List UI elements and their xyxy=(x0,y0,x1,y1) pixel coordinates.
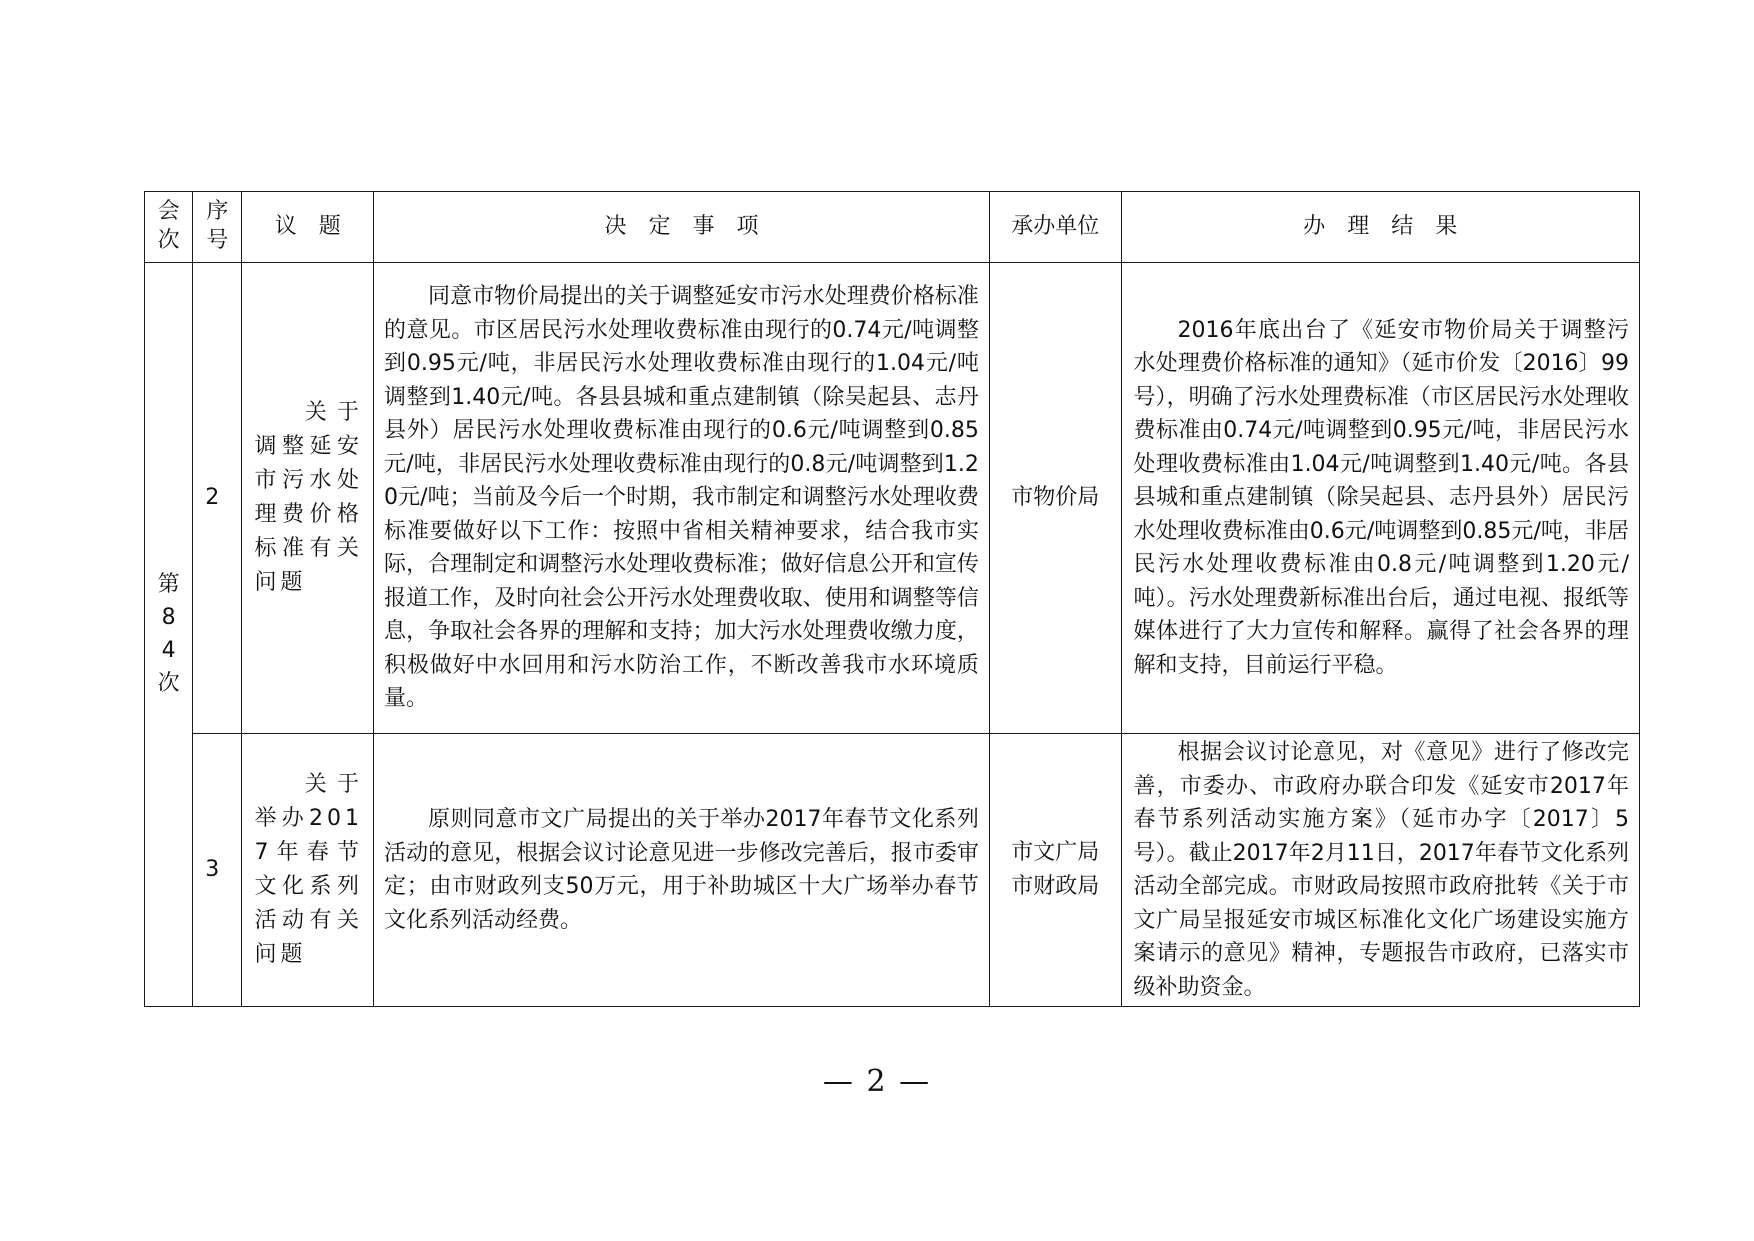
unit-name: 市物价局 xyxy=(1011,485,1100,510)
unit-name: 市文广局 xyxy=(1011,840,1100,865)
unit-cell xyxy=(989,263,1121,734)
header-topic-label: 议 题 xyxy=(274,214,341,240)
seq-cell xyxy=(193,263,242,734)
decision-text: 同意市物价局提出的关于调整延安市污水处理费价格标准的意见。市区居民污水处理收费标准由现行的0.74元/吨调整到0.95元/吨，非居民污水处理收费标准由现行的1.04元/吨调整到1.40元/吨。各县县城和重点建制镇（除吴起县、志丹县外）居民污水处理收费标准由现行的0.6元/吨调整到0.85元/吨，非居民污水处理收费标准由现行的0.8元/吨调整到1.20元/吨；当前及今后一个时期，我市制定和调整污水处理收费标准要做好以下工作：按照中省相关精神要求，结合我市实际，合理制定和调整污水处理收费标准；做好信息公开和宣传报道工作，及时向社会公开污水处理费收取、使用和调整等信息，争取社会各界的理解和支持；加大污水处理费收缴力度，积极做好中水回用和污水防治工作，不断改善我市水环境质量。 xyxy=(384,284,979,712)
unit-cell xyxy=(989,734,1121,1007)
result-text: 2016年底出台了《延安市物价局关于调整污水处理费价格标准的通知》（延市价发〔2016〕99号），明确了污水处理费标准（市区居民污水处理收费标准由0.74元/吨调整到0.95元/吨，非居民污水处理收费标准由1.04元/吨调整到1.40元/吨。各县县城和重点建制镇（除吴起县、志丹县外）居民污水处理收费标准由0.6元/吨调整到0.85元/吨，非居民污水处理收费标准由0.8元/吨调整到1.20元/吨）。污水处理费新标准出台后，通过电视、报纸等媒体进行了大力宣传和解释。赢得了社会各界的理解和支持，目前运行平稳。 xyxy=(1133,317,1629,678)
seq-cell xyxy=(193,734,242,1007)
page-number: — 2 — xyxy=(822,1064,932,1099)
header-decision-label: 决 定 事 项 xyxy=(604,214,759,240)
session-label: 第84次 xyxy=(157,572,180,697)
result-cell xyxy=(1121,734,1639,1007)
seq-number: 2 xyxy=(205,485,220,511)
header-session xyxy=(145,192,193,263)
header-seq xyxy=(193,192,242,263)
header-result xyxy=(1121,192,1639,263)
result-text: 根据会议讨论意见，对《意见》进行了修改完善，市委办、市政府办联合印发《延安市2017年春节系列活动实施方案》（延市办字〔2017〕5号）。截止2017年2月11日，2017年春节文化系列活动全部完成。市财政局按照市政府批转《关于市文广局呈报延安市城区标准化文化广场建设实施方案请示的意见》精神，专题报告市政府，已落实市级补助资金。 xyxy=(1133,740,1629,1000)
header-result-label: 办 理 结 果 xyxy=(1303,214,1458,240)
topic-text xyxy=(254,396,363,600)
header-decision xyxy=(374,192,990,263)
table-row xyxy=(145,734,1640,1007)
topic-cell xyxy=(242,734,374,1007)
unit-name-secondary: 市财政局 xyxy=(1011,874,1100,899)
decision-text: 原则同意市文广局提出的关于举办2017年春节文化系列活动的意见，根据会议讨论意见进一步修改完善后，报市委审定；由市财政列支50万元，用于补助城区十大广场举办春节文化系列活动经费。 xyxy=(384,807,979,933)
header-unit-label: 承办单位 xyxy=(1011,214,1100,240)
topic-text xyxy=(254,768,363,972)
resolution-table xyxy=(144,191,1640,1007)
seq-number: 3 xyxy=(205,857,220,883)
table-header-row xyxy=(145,192,1640,263)
decision-cell xyxy=(374,734,990,1007)
header-unit xyxy=(989,192,1121,263)
table-row xyxy=(145,263,1640,734)
topic-cell xyxy=(242,263,374,734)
header-topic xyxy=(242,192,374,263)
header-session-label: 会次 xyxy=(157,198,180,253)
decision-cell xyxy=(374,263,990,734)
result-cell xyxy=(1121,263,1639,734)
topic-label: 关于举办2017年春节文化系列活动有关问题 xyxy=(254,772,364,967)
header-seq-label: 序号 xyxy=(206,198,229,253)
topic-label: 关于调整延安市污水处理费价格标准有关问题 xyxy=(254,400,364,595)
session-cell xyxy=(145,263,193,1007)
